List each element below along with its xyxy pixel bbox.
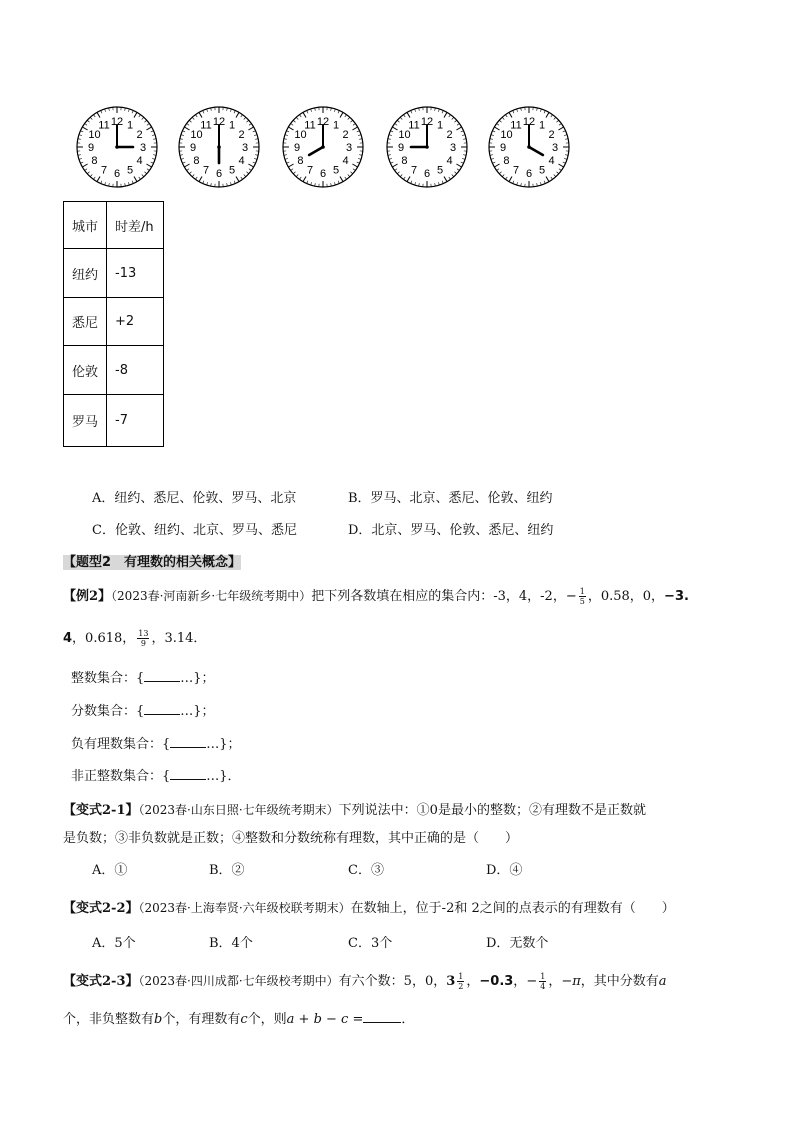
clock-numeral: 1 [332, 119, 340, 132]
clock-row [74, 104, 559, 190]
q1-option-d: D．北京、罗马、伦敦、悉尼、纽约 [348, 523, 554, 538]
table-cell-city: 悉尼 [64, 298, 107, 346]
table-cell-diff: -7 [107, 395, 164, 447]
separator: ， [548, 974, 562, 989]
example-2-text-mid: ，0.58，0， [587, 589, 665, 604]
clock-numeral: 1 [126, 119, 134, 132]
variant-2-2-option-c: C．3个 [348, 936, 393, 951]
clock-numeral: 8 [91, 155, 98, 167]
clock-numeral: 8 [297, 155, 304, 167]
clock-numeral: 11 [98, 119, 110, 132]
clock-numeral: 4 [446, 155, 453, 167]
clock-face-3 [280, 104, 366, 190]
fraction-numerator: 1 [579, 587, 585, 596]
variable-a: a [658, 974, 667, 989]
clock-numeral: 8 [193, 155, 200, 167]
section-heading-text: 【题型2 有理数的相关概念】 [63, 555, 242, 570]
fraction-denominator: 4 [540, 982, 546, 991]
clock-numeral: 11 [304, 119, 316, 132]
q1-option-a: A．纽约、悉尼、伦敦、罗马、北京 [92, 491, 297, 506]
clock-numeral: 8 [401, 155, 408, 167]
clock-numeral: 6 [113, 168, 121, 180]
q1-option-b: B．罗马、北京、悉尼、伦敦、纽约 [348, 491, 553, 506]
clock-numeral: 5 [126, 164, 134, 177]
table-row [64, 298, 164, 346]
negative-set-label: 负有理数集合：{ [71, 737, 171, 752]
answer-blank[interactable] [144, 703, 180, 715]
clock-numeral: 9 [189, 142, 197, 154]
table-header-diff: 时差/h [107, 202, 164, 249]
clock-numeral: 5 [538, 164, 546, 177]
example-2-text-after: ，0.618， [72, 631, 136, 646]
fraction-denominator: 5 [579, 597, 585, 606]
answer-blank[interactable] [170, 768, 206, 780]
clock-numeral: 6 [215, 168, 223, 180]
variant-2-1-line-1 [63, 799, 646, 818]
variable-c: c [240, 1012, 248, 1027]
set-suffix: …}； [206, 737, 241, 752]
table-cell-city: 纽约 [64, 249, 107, 298]
clock-numeral: 2 [446, 129, 453, 141]
clock-numeral: 9 [397, 142, 405, 154]
set-suffix: …}． [206, 769, 241, 784]
clock-numeral: 8 [503, 155, 510, 167]
period: ． [401, 1012, 415, 1027]
set-suffix: …}； [180, 671, 215, 686]
clock-numeral: 10 [398, 129, 411, 141]
clock-numeral: 7 [100, 164, 108, 177]
fraction-set-label: 分数集合：{ [71, 704, 145, 719]
example-2-text-end: ，3.14． [151, 631, 207, 646]
clock-numeral: 3 [139, 142, 147, 154]
clock-numeral: 2 [548, 129, 555, 141]
variant-2-2-option-a: A．5个 [92, 936, 136, 951]
clock-numeral: 10 [88, 129, 101, 141]
clock-face-2 [176, 104, 262, 190]
clock-numeral: 7 [410, 164, 418, 177]
example-2-text: 把下列各数填在相应的集合内：-3，4，-2， [311, 589, 566, 604]
clock-face-1 [74, 104, 160, 190]
table-row [64, 346, 164, 395]
variant-2-1-option-b: B．② [209, 863, 245, 878]
clock-numeral: 6 [525, 168, 533, 180]
q1-option-c: C．伦敦、纽约、北京、罗马、悉尼 [92, 523, 297, 538]
fraction-one-quarter [539, 972, 546, 991]
clock-numeral: 5 [228, 164, 236, 177]
clock-numeral: 3 [449, 142, 457, 154]
table-cell-city: 伦敦 [64, 346, 107, 395]
clock-numeral: 10 [190, 129, 203, 141]
clock-numeral: 11 [200, 119, 212, 132]
clock-numeral: 12 [522, 116, 536, 128]
nonpositive-set-label: 非正整数集合：{ [71, 769, 171, 784]
clock-numeral: 2 [238, 129, 245, 141]
variant-2-3-text: 个，非负整数有 [63, 1012, 155, 1027]
variant-2-1-text-cont: 是负数；③非负数就是正数；④整数和分数统称有理数，其中正确的是（ ） [63, 831, 519, 846]
variant-2-1-label: 【变式2-1】 [63, 803, 139, 818]
clock-numeral: 3 [241, 142, 249, 154]
integer-set-line [71, 667, 215, 686]
answer-blank[interactable] [363, 1011, 401, 1023]
clock-numeral: 3 [551, 142, 559, 154]
variant-2-3-text: 个，有理数有 [162, 1012, 241, 1027]
separator: ， [513, 974, 527, 989]
clock-numeral: 6 [423, 168, 431, 180]
clock-numeral: 7 [512, 164, 520, 177]
clock-numeral: 4 [548, 155, 555, 167]
clock-numeral: 1 [436, 119, 444, 132]
clock-numeral: 3 [345, 142, 353, 154]
negative-decimal: −0.3 [479, 974, 514, 989]
clock-numeral: 9 [293, 142, 301, 154]
fraction-numerator: 13 [138, 629, 149, 638]
separator: ， [466, 974, 480, 989]
clock-numeral: 4 [136, 155, 143, 167]
example-2-bold-number: −3. [664, 589, 689, 604]
clock-numeral: 12 [420, 116, 434, 128]
variant-2-2-source: （2023春·上海奉贤·六年级校联考期末） [138, 901, 351, 915]
clock-numeral: 4 [342, 155, 349, 167]
clock-numeral: 12 [212, 116, 226, 128]
section-heading [63, 551, 241, 570]
variable-b: b [154, 1012, 163, 1027]
variant-2-2-text: 在数轴上，位于-2和 2之间的点表示的有理数有（ ） [350, 901, 675, 916]
clock-numeral: 7 [306, 164, 314, 177]
mixed-number-fraction [457, 972, 464, 991]
example-2-line-2 [63, 627, 206, 648]
clock-center [321, 145, 325, 149]
set-suffix: …}； [180, 704, 215, 719]
clock-numeral: 10 [294, 129, 307, 141]
fraction-denominator: 2 [458, 982, 464, 991]
variant-2-2-line [63, 897, 675, 916]
fraction-set-line [71, 700, 215, 719]
variant-2-2-label: 【变式2-2】 [63, 901, 139, 916]
example-2-bold-number-cont: 4 [63, 631, 73, 646]
variant-2-2-option-b: B．4个 [209, 936, 253, 951]
time-difference-table [63, 201, 164, 447]
fraction-one-fifth [579, 587, 586, 606]
table-header-row [64, 202, 164, 249]
clock-numeral: 5 [332, 164, 340, 177]
table-cell-diff: -13 [107, 249, 164, 298]
clock-numeral: 12 [110, 116, 124, 128]
answer-blank[interactable] [144, 670, 180, 682]
negative-set-line [71, 733, 241, 752]
variant-2-1-text: 下列说法中：①0是最小的整数；②有理数不是正数就 [338, 803, 646, 818]
clock-numeral: 9 [87, 142, 95, 154]
clock-numeral: 2 [342, 129, 349, 141]
clock-numeral: 10 [500, 129, 513, 141]
example-2-source: （2023春·河南新乡·七年级统考期中） [111, 589, 312, 603]
clock-center [527, 145, 531, 149]
variant-2-3-line-1 [63, 970, 667, 991]
table-header-city: 城市 [64, 202, 107, 249]
table-cell-diff: +2 [107, 298, 164, 346]
clock-face-4 [384, 104, 470, 190]
fraction-sign: − [565, 589, 577, 604]
variant-2-3-line-2 [63, 1008, 414, 1027]
clock-center [425, 145, 429, 149]
clock-numeral: 12 [316, 116, 330, 128]
variant-2-1-option-a: A．① [92, 863, 128, 878]
mixed-number-whole: 3 [446, 974, 456, 989]
fraction-numerator: 1 [540, 972, 546, 981]
fraction-sign: − [526, 974, 538, 989]
variant-2-1-option-d: D．④ [486, 863, 523, 878]
example-2-label: 【例2】 [63, 589, 112, 604]
table-cell-diff: -8 [107, 346, 164, 395]
clock-numeral: 1 [538, 119, 546, 132]
clock-face-5 [486, 104, 572, 190]
variant-2-1-source: （2023春·山东日照·七年级统考期末） [138, 803, 339, 817]
integer-set-label: 整数集合：{ [71, 671, 145, 686]
clock-numeral: 4 [238, 155, 245, 167]
fraction-thirteen-ninths [137, 629, 149, 648]
variant-2-3-text: 有六个数：5，0， [338, 974, 447, 989]
variant-2-3-source: （2023春·四川成都·七年级校考期中） [138, 974, 339, 988]
clock-numeral: 5 [436, 164, 444, 177]
clock-numeral: 7 [202, 164, 210, 177]
clock-numeral: 11 [510, 119, 522, 132]
variant-2-3-text-cont: ，其中分数有 [580, 974, 659, 989]
clock-numeral: 6 [319, 168, 327, 180]
clock-center [217, 145, 221, 149]
example-2-line-1 [63, 585, 689, 606]
negative-pi: −π [561, 974, 581, 989]
variant-2-1-line-2 [63, 827, 518, 846]
table-cell-city: 罗马 [64, 395, 107, 447]
clock-numeral: 2 [136, 129, 143, 141]
variant-2-3-label: 【变式2-3】 [63, 974, 139, 989]
fraction-denominator: 9 [140, 639, 146, 648]
variant-2-1-option-c: C．③ [348, 863, 384, 878]
clock-center [115, 145, 119, 149]
clock-numeral: 9 [499, 142, 507, 154]
fraction-numerator: 1 [458, 972, 464, 981]
nonpositive-set-line [71, 765, 241, 784]
clock-numeral: 11 [408, 119, 420, 132]
variant-2-3-text: 个，则 [247, 1012, 287, 1027]
variant-2-2-option-d: D．无数个 [486, 936, 549, 951]
table-row [64, 249, 164, 298]
answer-blank[interactable] [170, 736, 206, 748]
table-row [64, 395, 164, 447]
clock-numeral: 1 [228, 119, 236, 132]
expression: a + b − c = [286, 1012, 364, 1027]
